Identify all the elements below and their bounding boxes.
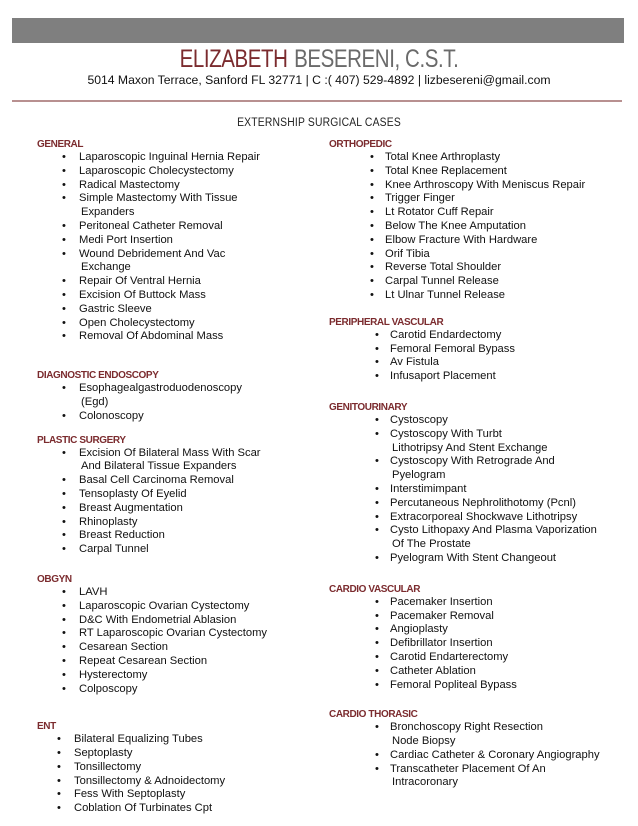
category-diagnostic-endoscopy [37, 369, 327, 423]
case-text [37, 641, 327, 655]
list-item [37, 802, 327, 816]
bullet-icon: • [62, 330, 66, 343]
list-item [329, 721, 629, 749]
case-name: Gastric Sleeve [79, 302, 152, 315]
list-item [37, 543, 327, 557]
last-name: BESERENI, C.S.T. [294, 45, 459, 73]
list-item [37, 303, 327, 317]
bullet-icon: • [62, 178, 66, 191]
case-text [37, 179, 327, 193]
bullet-icon: • [62, 529, 66, 542]
case-text [37, 330, 327, 344]
list-item [329, 289, 629, 303]
case-name: Below The Knee Amputation [385, 219, 526, 232]
case-name: Removal Of Abdominal Mass [79, 330, 224, 343]
case-name: Lt Ulnar Tunnel Release [385, 288, 506, 301]
bullet-icon: • [62, 627, 66, 640]
list-item [37, 516, 327, 530]
bullet-icon: • [375, 342, 379, 355]
list-item [329, 192, 629, 206]
list-item [329, 596, 629, 610]
case-name: Hysterectomy [79, 668, 148, 681]
case-list [329, 151, 629, 303]
case-name: Simple Mastectomy With Tissue [79, 192, 238, 205]
list-item [37, 586, 327, 600]
bullet-icon: • [62, 446, 66, 459]
bullet-icon: • [62, 233, 66, 246]
case-name: Peritoneal Catheter Removal [79, 219, 223, 232]
left-column [37, 138, 327, 816]
list-item [329, 275, 629, 289]
case-text [37, 747, 327, 761]
case-text [37, 289, 327, 303]
list-item [329, 524, 629, 552]
list-item [329, 356, 629, 370]
case-name: Colposcopy [79, 682, 138, 695]
case-list [329, 721, 629, 790]
list-item [329, 414, 629, 428]
case-name: Carotid Endardectomy [390, 328, 502, 341]
bullet-icon: • [375, 328, 379, 341]
case-text [37, 614, 327, 628]
header-divider [12, 100, 622, 102]
list-item [329, 220, 629, 234]
category-obgyn [37, 573, 327, 696]
list-item [329, 165, 629, 179]
candidate-name [57, 45, 580, 74]
list-item [37, 234, 327, 248]
bullet-icon: • [375, 510, 379, 523]
case-text [37, 474, 327, 488]
category-cardio-vascular [329, 583, 629, 693]
category-title: ORTHOPEDIC [329, 139, 392, 150]
category-title: CARDIO VASCULAR [329, 583, 421, 595]
bullet-icon: • [375, 455, 379, 468]
case-text [37, 410, 327, 424]
category-title: GENERAL [37, 139, 84, 150]
case-text [37, 502, 327, 516]
list-item [37, 627, 327, 641]
bullet-icon: • [62, 487, 66, 500]
case-text [37, 543, 327, 557]
list-item [37, 330, 327, 344]
category-title: PLASTIC SURGERY [37, 434, 126, 446]
list-item [37, 151, 327, 165]
case-name: Excision Of Bilateral Mass With Scar [79, 446, 261, 459]
case-name: Elbow Fracture With Hardware [385, 233, 538, 246]
bullet-icon: • [62, 247, 66, 260]
list-item [329, 248, 629, 262]
case-text [37, 586, 327, 600]
bullet-icon: • [370, 178, 374, 191]
list-item [37, 655, 327, 669]
bullet-icon: • [62, 682, 66, 695]
case-text [37, 775, 327, 789]
bullet-icon: • [62, 599, 66, 612]
list-item [37, 165, 327, 179]
case-text [37, 655, 327, 669]
list-item [329, 511, 629, 525]
case-name-continued: Lithotripsy And Stent Exchange [392, 441, 548, 454]
right-column [329, 138, 629, 790]
case-name: Extracorporeal Shockwave Lithotripsy [390, 510, 578, 523]
bullet-icon: • [62, 474, 66, 487]
bullet-icon: • [62, 164, 66, 177]
case-text [37, 761, 327, 775]
case-name: Medi Port Insertion [79, 233, 173, 246]
category-ent [37, 720, 327, 816]
case-name-continued: Pyelogram [392, 469, 446, 482]
bullet-icon: • [375, 413, 379, 426]
case-list [37, 586, 327, 696]
bullet-icon: • [62, 316, 66, 329]
bullet-icon: • [375, 370, 379, 383]
case-name: Angioplasty [390, 623, 448, 636]
case-text [37, 488, 327, 502]
case-name: Cystoscopy With Retrograde And [390, 455, 555, 468]
list-item [329, 179, 629, 193]
list-item [329, 552, 629, 566]
case-name-continued: Intracoronary [392, 776, 458, 789]
bullet-icon: • [370, 247, 374, 260]
case-name: Esophagealgastroduodenoscopy [79, 382, 242, 395]
bullet-icon: • [375, 623, 379, 636]
case-text [37, 303, 327, 317]
bullet-icon: • [57, 774, 61, 787]
case-name: Trigger Finger [385, 192, 455, 205]
list-item [37, 447, 327, 475]
bullet-icon: • [370, 288, 374, 301]
case-name: Breast Augmentation [79, 501, 183, 514]
list-item [37, 275, 327, 289]
bullet-icon: • [370, 192, 374, 205]
case-name: Infusaport Placement [390, 370, 496, 383]
category-genitourinary [329, 401, 629, 566]
list-item [37, 382, 327, 410]
list-item [329, 428, 629, 456]
list-item [329, 749, 629, 763]
case-name: Cardiac Catheter & Coronary Angiography [390, 748, 600, 761]
case-name: Orif Tibia [385, 247, 430, 260]
bullet-icon: • [375, 650, 379, 663]
list-item [37, 488, 327, 502]
list-item [329, 206, 629, 220]
case-name-continued: Expanders [81, 206, 135, 219]
list-item [37, 192, 327, 220]
case-name: Open Cholecystectomy [79, 316, 195, 329]
case-list [37, 733, 327, 816]
category-title: PERIPHERAL VASCULAR [329, 316, 444, 328]
bullet-icon: • [375, 496, 379, 509]
case-name: Cystoscopy [390, 413, 448, 426]
list-item [329, 370, 629, 384]
case-name: Laparoscopic Inguinal Hernia Repair [79, 151, 260, 163]
bullet-icon: • [57, 760, 61, 773]
bullet-icon: • [375, 664, 379, 677]
bullet-icon: • [57, 747, 61, 760]
case-name: Catheter Ablation [390, 664, 476, 677]
case-text [37, 529, 327, 543]
list-item [37, 410, 327, 424]
case-name: Cesarean Section [79, 641, 168, 654]
case-text [37, 234, 327, 248]
case-name: Tensoplasty Of Eyelid [79, 487, 187, 500]
list-item [37, 669, 327, 683]
case-name: Rhinoplasty [79, 515, 138, 528]
case-name: RT Laparoscopic Ovarian Cystectomy [79, 627, 267, 640]
list-item [37, 683, 327, 697]
list-item [37, 529, 327, 543]
case-text [37, 220, 327, 234]
case-name: Av Fistula [390, 356, 439, 369]
bullet-icon: • [375, 721, 379, 734]
case-list [37, 447, 327, 557]
case-text [37, 733, 327, 747]
bullet-icon: • [62, 668, 66, 681]
list-item [329, 261, 629, 275]
bullet-icon: • [62, 382, 66, 395]
case-name: Total Knee Replacement [385, 164, 507, 177]
list-item [37, 775, 327, 789]
list-item [329, 651, 629, 665]
bullet-icon: • [370, 151, 374, 163]
category-title: OBGYN [37, 573, 72, 585]
case-name: Knee Arthroscopy With Meniscus Repair [385, 178, 586, 191]
bullet-icon: • [62, 151, 66, 163]
case-name: Cysto Lithopaxy And Plasma Vaporization [390, 524, 597, 537]
case-name: Fess With Septoplasty [74, 788, 186, 801]
category-cardio-thorasic [329, 708, 629, 790]
list-item [37, 179, 327, 193]
bullet-icon: • [57, 802, 61, 815]
list-item [37, 220, 327, 234]
bullet-icon: • [57, 733, 61, 746]
case-name: Femoral Femoral Bypass [390, 342, 515, 355]
case-name: Excision Of Buttock Mass [79, 288, 206, 301]
case-text [37, 151, 327, 165]
case-name: Pacemaker Insertion [390, 595, 493, 608]
case-name-continued: Of The Prostate [392, 538, 471, 551]
case-list [329, 414, 629, 566]
case-name-continued: Node Biopsy [392, 735, 456, 748]
list-item [37, 788, 327, 802]
case-name: Bronchoscopy Right Resection [390, 721, 543, 734]
bullet-icon: • [62, 409, 66, 422]
list-item [329, 497, 629, 511]
case-list [37, 382, 327, 423]
bullet-icon: • [62, 585, 66, 598]
list-item [37, 761, 327, 775]
case-name: Radical Mastectomy [79, 178, 180, 191]
case-name: Reverse Total Shoulder [385, 261, 502, 274]
bullet-icon: • [375, 762, 379, 775]
list-item [37, 733, 327, 747]
list-item [329, 637, 629, 651]
category-title: CARDIO THORASIC [329, 709, 418, 721]
case-name: Percutaneous Nephrolithotomy (Pcnl) [390, 496, 576, 509]
case-name: Breast Reduction [79, 529, 165, 542]
bullet-icon: • [62, 654, 66, 667]
case-text [37, 447, 327, 475]
case-text [37, 317, 327, 331]
case-text [37, 382, 327, 410]
case-name: Laparoscopic Ovarian Cystectomy [79, 599, 250, 612]
bullet-icon: • [375, 748, 379, 761]
bullet-icon: • [62, 515, 66, 528]
bullet-icon: • [370, 164, 374, 177]
list-item [37, 317, 327, 331]
case-text [37, 600, 327, 614]
case-name: LAVH [79, 585, 108, 598]
list-item [329, 665, 629, 679]
case-name: Interstimimpant [390, 482, 467, 495]
bullet-icon: • [62, 543, 66, 556]
bullet-icon: • [62, 302, 66, 315]
first-name: ELIZABETH [179, 45, 288, 73]
category-peripheral-vascular [329, 316, 629, 384]
list-item [329, 329, 629, 343]
bullet-icon: • [375, 482, 379, 495]
list-item [37, 614, 327, 628]
case-name: Colonoscopy [79, 409, 144, 422]
list-item [37, 502, 327, 516]
bullet-icon: • [375, 609, 379, 622]
case-name: Carotid Endarterectomy [390, 650, 509, 663]
section-title: EXTERNSHIP SURGICAL CASES [237, 117, 401, 129]
list-item [329, 343, 629, 357]
case-name: Carpal Tunnel [79, 543, 149, 556]
bullet-icon: • [375, 356, 379, 369]
case-name-continued: Exchange [81, 261, 131, 274]
list-item [37, 747, 327, 761]
list-item [329, 679, 629, 693]
case-name: Carpal Tunnel Release [385, 275, 499, 288]
list-item [329, 455, 629, 483]
list-item [329, 234, 629, 248]
bullet-icon: • [370, 275, 374, 288]
case-name: Bilateral Equalizing Tubes [74, 733, 203, 746]
case-name: Lt Rotator Cuff Repair [385, 206, 494, 219]
case-text [37, 165, 327, 179]
case-text [37, 802, 327, 816]
bullet-icon: • [57, 788, 61, 801]
bullet-icon: • [62, 613, 66, 626]
case-name-continued: (Egd) [81, 395, 109, 408]
list-item [329, 610, 629, 624]
list-item [329, 623, 629, 637]
bullet-icon: • [370, 233, 374, 246]
case-text [37, 683, 327, 697]
case-name: Basal Cell Carcinoma Removal [79, 474, 234, 487]
bullet-icon: • [375, 595, 379, 608]
list-item [37, 474, 327, 488]
case-list [37, 151, 327, 344]
case-name: Pacemaker Removal [390, 609, 494, 622]
bullet-icon: • [62, 641, 66, 654]
case-text [37, 669, 327, 683]
case-list [329, 596, 629, 693]
bullet-icon: • [62, 219, 66, 232]
case-text [37, 516, 327, 530]
bullet-icon: • [370, 261, 374, 274]
case-text [37, 248, 327, 276]
category-title: ENT [37, 721, 56, 733]
list-item [329, 763, 629, 791]
list-item [37, 248, 327, 276]
case-name: Repair Of Ventral Hernia [79, 275, 201, 288]
bullet-icon: • [375, 427, 379, 440]
case-text [37, 627, 327, 641]
case-text [37, 275, 327, 289]
bullet-icon: • [62, 288, 66, 301]
case-name: Coblation Of Turbinates Cpt [74, 802, 213, 815]
category-plastic-surgery [37, 434, 327, 557]
case-name: Wound Debridement And Vac [79, 247, 226, 260]
list-item [37, 641, 327, 655]
case-name: Defibrillator Insertion [390, 637, 493, 650]
list-item [329, 151, 629, 165]
bullet-icon: • [62, 501, 66, 514]
list-item [37, 289, 327, 303]
case-name: Transcatheter Placement Of An [390, 762, 546, 775]
bullet-icon: • [370, 206, 374, 219]
category-general [37, 138, 327, 344]
bullet-icon: • [375, 637, 379, 650]
bullet-icon: • [375, 678, 379, 691]
case-text [37, 788, 327, 802]
bullet-icon: • [370, 219, 374, 232]
case-name: Tonsillectomy & Adnoidectomy [74, 774, 226, 787]
case-name: Repeat Cesarean Section [79, 654, 208, 667]
category-orthopedic [329, 138, 629, 303]
list-item [329, 483, 629, 497]
case-list [329, 329, 629, 384]
bullet-icon: • [375, 551, 379, 564]
case-name: Pyelogram With Stent Changeout [390, 551, 557, 564]
category-title: GENITOURINARY [329, 401, 408, 413]
list-item [37, 600, 327, 614]
bullet-icon: • [62, 192, 66, 205]
case-text [37, 192, 327, 220]
case-name: Cystoscopy With Turbt [390, 427, 502, 440]
category-title: DIAGNOSTIC ENDOSCOPY [37, 370, 159, 382]
case-name: Total Knee Arthroplasty [385, 151, 501, 163]
case-name: Laparoscopic Cholecystectomy [79, 164, 234, 177]
case-name: Tonsillectomy [74, 760, 142, 773]
contact-line: 5014 Maxon Terrace, Sanford FL 32771 | C :( 407) 529-4892 | lizbesereni@gmail.com [87, 73, 551, 87]
bullet-icon: • [62, 275, 66, 288]
case-name: D&C With Endometrial Ablasion [79, 613, 237, 626]
case-name: Septoplasty [74, 747, 133, 760]
case-name: Femoral Popliteal Bypass [390, 678, 517, 691]
bullet-icon: • [375, 524, 379, 537]
header-bar [12, 18, 624, 43]
case-name-continued: And Bilateral Tissue Expanders [81, 460, 237, 473]
